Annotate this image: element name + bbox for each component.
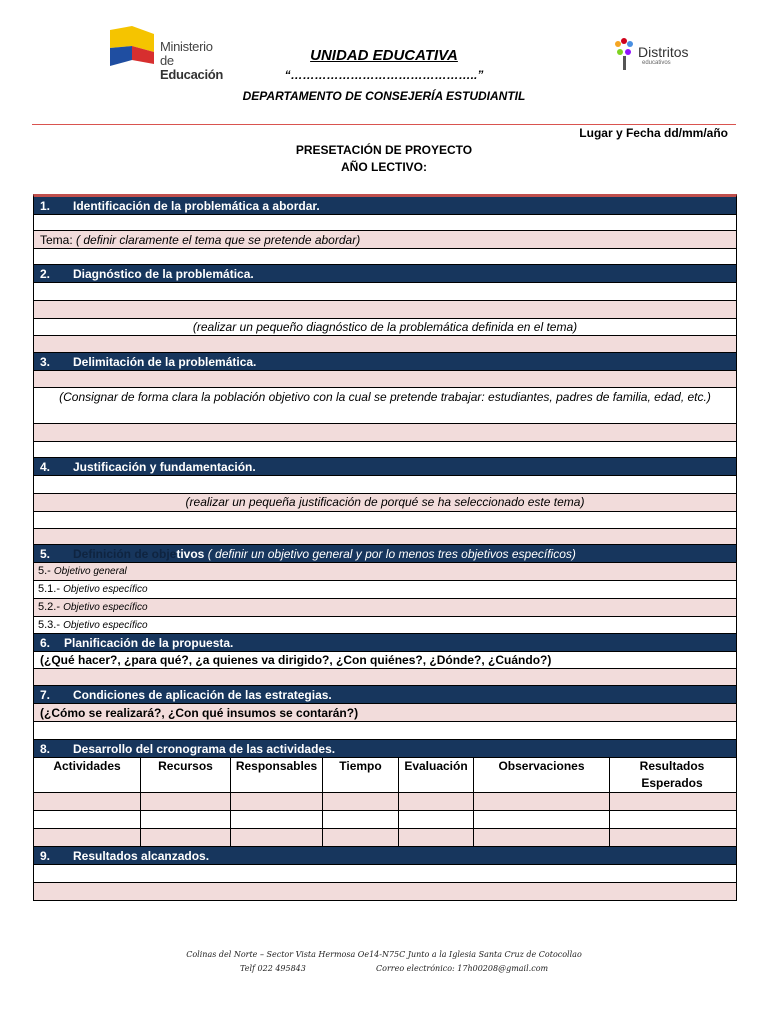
- tema-blank-row[interactable]: [34, 249, 736, 265]
- schedule-col-header: Evaluación: [399, 758, 474, 792]
- section-7-header: 7. Condiciones de aplicación de las estrategias.: [34, 686, 736, 704]
- section-5-label-hidden: Definición de obje: [73, 547, 177, 561]
- schedule-col-header: Resultados Esperados: [639, 759, 705, 790]
- footer-address: Colinas del Norte – Sector Vista Hermosa Oe14-N75C Junto a la Iglesia Santa Cruz de Cotocollao: [186, 950, 582, 959]
- section-3-header: 3. Delimitación de la problemática.: [34, 353, 736, 371]
- section-9-row[interactable]: [34, 883, 736, 900]
- section-4-note: (realizar un pequeña justificación de porqué se ha seleccionado este tema): [34, 494, 736, 512]
- distritos-logo-sub: educativos: [642, 60, 671, 66]
- section-7-row[interactable]: [34, 722, 736, 740]
- section-3-note: (Consignar de forma clara la población objetivo con la cual se pretende trabajar: estudiantes, padres de familia, edad, etc.): [34, 388, 736, 424]
- header-divider: [32, 124, 736, 125]
- distritos-logo-name: Distritos: [638, 44, 689, 60]
- section-7-questions: (¿Cómo se realizará?, ¿Con qué insumos se contarán?): [34, 704, 736, 722]
- tema-label: Tema:: [40, 233, 73, 247]
- section-2-header: 2. Diagnóstico de la problemática.: [34, 265, 736, 283]
- section-1-blank-row[interactable]: [34, 215, 736, 231]
- section-4-row[interactable]: [34, 529, 736, 545]
- project-form: [33, 194, 737, 901]
- place-date: Lugar y Fecha dd/mm/año: [579, 126, 728, 140]
- schedule-col-header: Responsables: [231, 758, 323, 792]
- section-3-row[interactable]: [34, 371, 736, 388]
- section-2-row[interactable]: [34, 336, 736, 353]
- section-3-row[interactable]: [34, 424, 736, 442]
- section-8-header: 8. Desarrollo del cronograma de las actividades.: [34, 740, 736, 758]
- section-4-row[interactable]: [34, 476, 736, 494]
- section-1-header: 1. Identificación de la problemática a abordar.: [34, 197, 736, 215]
- objective-row[interactable]: 5.2.- Objetivo específico: [34, 599, 736, 617]
- schedule-row[interactable]: [34, 829, 736, 847]
- section-2-note: (realizar un pequeño diagnóstico de la problemática definida en el tema): [34, 319, 736, 336]
- school-title: UNIDAD EDUCATIVA: [310, 47, 458, 64]
- section-2-row[interactable]: [34, 283, 736, 301]
- schedule-col-header: Observaciones: [474, 758, 610, 792]
- section-3-row[interactable]: [34, 442, 736, 458]
- objective-row[interactable]: 5.- Objetivo general: [34, 563, 736, 581]
- section-9-row[interactable]: [34, 865, 736, 883]
- footer-phone: Telf 022 495843: [240, 964, 306, 973]
- section-5-label: tivos: [176, 547, 205, 561]
- footer-email: Correo electrónico: 17h00208@gmail.com: [376, 964, 549, 973]
- section-5-note: ( definir un objetivo general y por lo menos tres objetivos específicos): [207, 547, 576, 561]
- schedule-col-header: Actividades: [34, 758, 141, 792]
- school-name-placeholder: “………………………………………..”: [284, 68, 484, 82]
- tema-row[interactable]: [34, 231, 736, 249]
- objective-row[interactable]: 5.1.- Objetivo específico: [34, 581, 736, 599]
- schedule-row[interactable]: [34, 811, 736, 829]
- section-6-questions: (¿Qué hacer?, ¿para qué?, ¿a quienes va dirigido?, ¿Con quiénes?, ¿Dónde?, ¿Cuándo?): [34, 652, 736, 669]
- section-4-header: 4. Justificación y fundamentación.: [34, 458, 736, 476]
- ministerio-logo-text: Ministerio de Educación: [160, 39, 224, 82]
- school-year: AÑO LECTIVO:: [341, 160, 427, 174]
- section-6-header: 6. Planificación de la propuesta.: [34, 634, 736, 652]
- tema-note: ( definir claramente el tema que se pretende abordar): [76, 233, 361, 247]
- section-6-row[interactable]: [34, 669, 736, 686]
- section-4-row[interactable]: [34, 512, 736, 529]
- document-title: PRESETACIÓN DE PROYECTO: [295, 143, 473, 157]
- department-title: DEPARTAMENTO DE CONSEJERÍA ESTUDIANTIL: [242, 89, 526, 103]
- schedule-col-header: Tiempo: [323, 758, 399, 792]
- section-2-row[interactable]: [34, 301, 736, 319]
- schedule-row[interactable]: [34, 793, 736, 811]
- section-9-header: 9. Resultados alcanzados.: [34, 847, 736, 865]
- schedule-col-header: Recursos: [141, 758, 231, 792]
- objective-row[interactable]: 5.3.- Objetivo específico: [34, 617, 736, 634]
- section-5-header: 5. Definición de objetivos ( definir un objetivo general y por lo menos tres objetivos específicos): [34, 545, 736, 563]
- schedule-header-row: [34, 758, 736, 793]
